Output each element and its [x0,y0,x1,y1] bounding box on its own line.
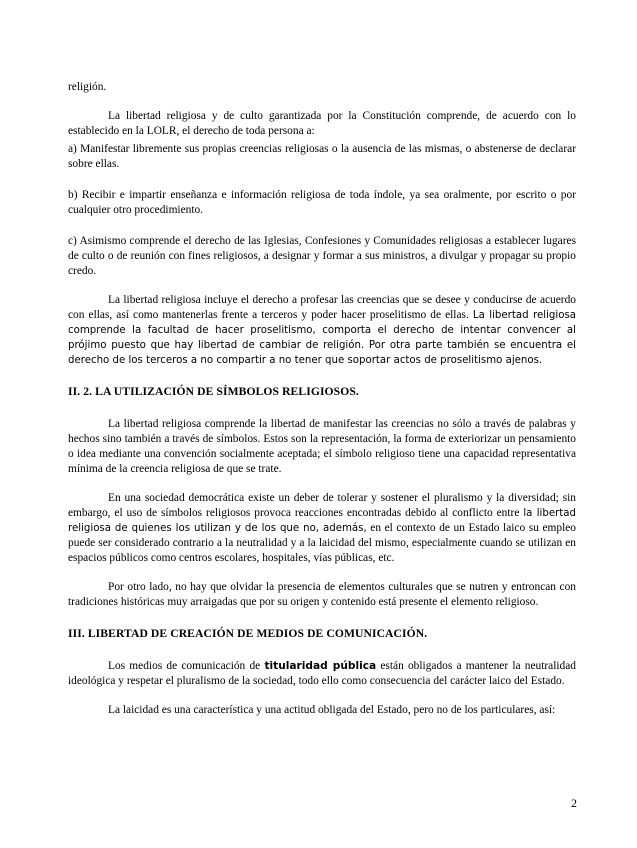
section-heading-symbols: II. 2. LA UTILIZACIÓN DE SÍMBOLOS RELIGIOSOS. [68,385,359,398]
list-item-a: a) Manifestar libremente sus propias creencias religiosas o la ausencia de las mismas, o abstenerse de declarar sobre ellas. [68,143,576,170]
media-text-1: Los medios de comunicación de [108,660,261,672]
media-text-bold: titularidad pública [264,660,377,672]
paragraph-public-media [68,659,576,689]
proselytism-text-sans: La libertad religiosa comprende la facultad de hacer proselitismo, comporta el derecho de intentar convencer al prójimo puesto que hay libertad de cambiar de religión. Por otra parte también se encuentra el derecho de los terceros a no compartir a no tener que soportar actos de proselitismo ajenos. [68,310,576,366]
lead-fragment: religión. [68,81,107,93]
media-text-2: están obligados a mantener la neutralidad ideológica y respetar el pluralismo de la sociedad, todo ello como consecuencia del carácter laico del Estado. [68,660,576,687]
page-number: 2 [571,796,577,810]
democratic-text-1: En una sociedad democrática existe un deber de tolerar y sostener el pluralismo y la diversidad; sin embargo, el uso de símbolos religiosos provoca reacciones encontradas debido al conflicto entre [68,492,576,519]
proselytism-text-serif: La libertad religiosa incluye el derecho a profesar las creencias que se desee y conducirse de acuerdo con ellas, así como mantenerlas frente a terceros y poder hacer proselitismo de ellas. [68,294,576,321]
paragraph-proselytism [68,293,576,368]
democratic-text-3: en el contexto de un Estado laico su empleo puede ser considerado contrario a la neutralidad y a la laicidad del mismo, especialmente cuando se utilizan en espacios públicos como centros escolares, hospitales, vías públicas, etc. [68,522,576,564]
paragraph-laicidad: La laicidad es una característica y una actitud obligada del Estado, pero no de los particulares, así: [108,704,556,716]
paragraph-democratic-society [68,491,576,566]
paragraph-symbols: La libertad religiosa comprende la libertad de manifestar las creencias no sólo a través de palabras y hechos sino también a través de símbolos. Estos son la representación, la forma de exteriorizar un pensamiento o idea mediante una convención socialmente aceptada; el símbolo religioso tiene una capacidad representativa mínima de la creencia religiosa de que se trate. [68,418,576,475]
section-heading-media: III. LIBERTAD DE CREACIÓN DE MEDIOS DE COMUNICACIÓN. [68,627,428,640]
democratic-text-2-sans: la libertad religiosa de quienes los utilizan y de los que no, además, [68,508,576,534]
paragraph-intro: La libertad religiosa y de culto garantizada por la Constitución comprende, de acuerdo con lo establecido en la LOLR, el derecho de toda persona a: [68,110,576,137]
list-item-c: c) Asimismo comprende el derecho de las Iglesias, Confesiones y Comunidades religiosas a establecer lugares de culto o de reunión con fines religiosos, a designar y formar a sus ministros, a divulgar y propagar su propio credo. [68,235,576,277]
list-item-b: b) Recibir e impartir enseñanza e información religiosa de toda índole, ya sea oralmente, por escrito o por cualquier otro procedimiento. [68,189,576,216]
paragraph-cultural-elements: Por otro lado, no hay que olvidar la presencia de elementos culturales que se nutren y entroncan con tradiciones históricas muy arraigadas que por su origen y contenido está presente el elemento religioso. [68,581,576,608]
